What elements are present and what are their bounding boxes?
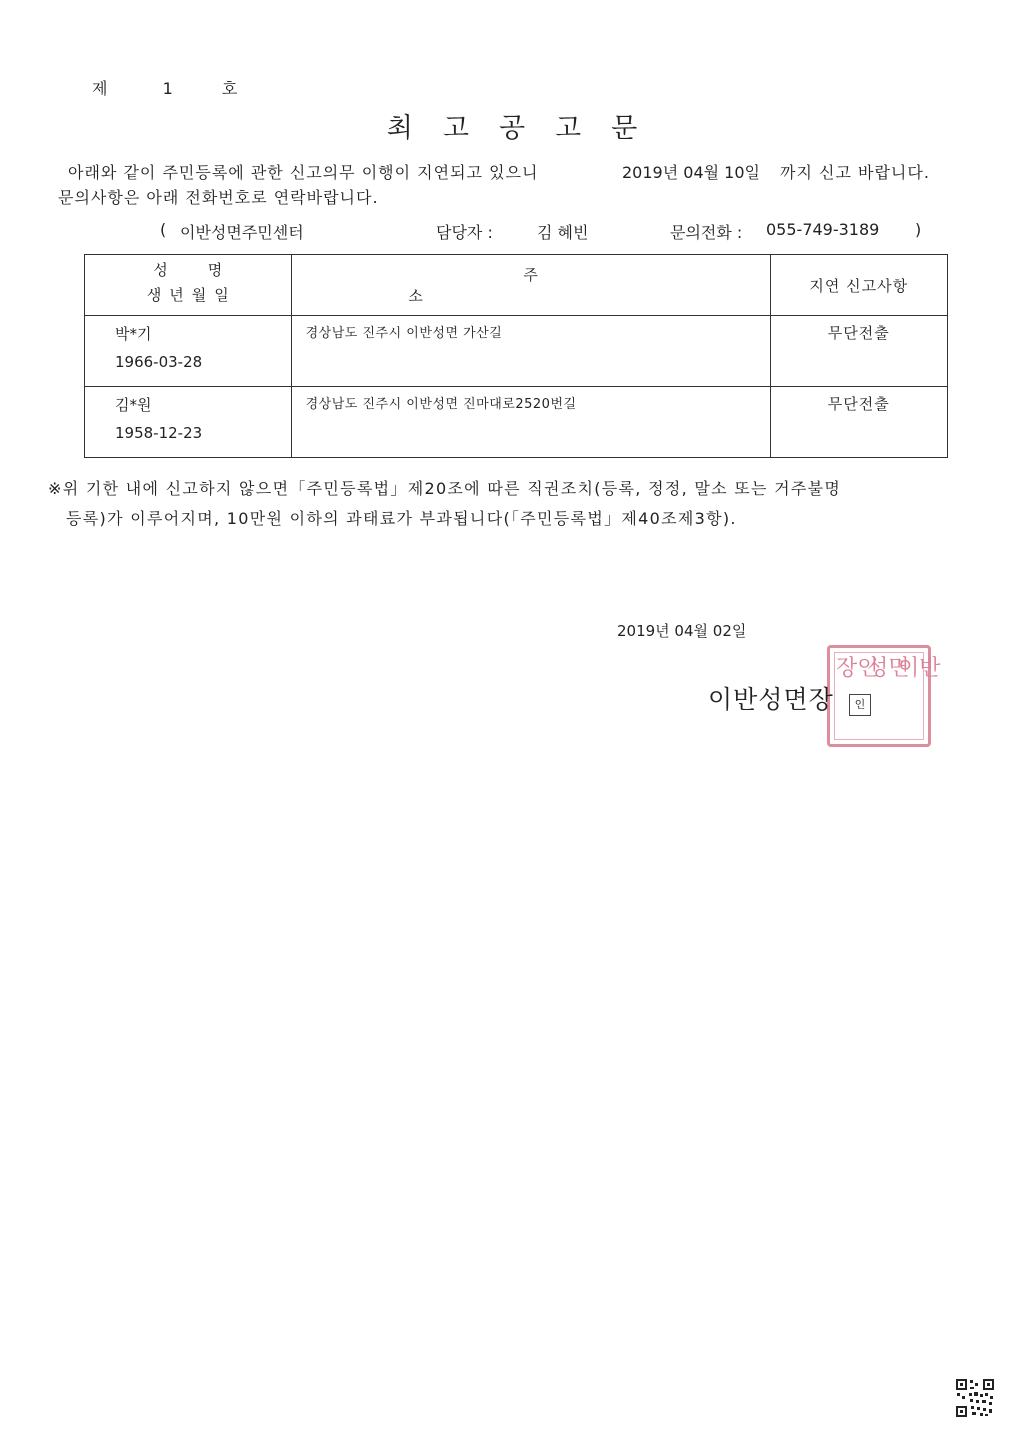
official-title: 이반성면장 [708,685,834,714]
contact-manager: 김 혜빈 [537,223,589,242]
contact-close-paren: ) [915,220,922,239]
intro-line-1: 아래와 같이 주민등록에 관한 신고의무 이행이 지연되고 있으니 [68,163,539,182]
legal-note-line-2: 등록)가 이루어지며, 10만원 이하의 과태료가 부과됩니다(「주민등록법」제40조제3항). [66,509,737,528]
seal-column-1: 이반 [898,656,941,681]
contact-manager-label: 담당자 : [436,223,493,242]
seal-column-3: 장인 [836,656,879,681]
seal-mark: 인 [849,694,871,716]
header-birth: 생년월일 [146,286,237,304]
deadline-suffix: 까지 신고 바랍니다. [780,163,930,182]
seal-column-2: 성면 [867,656,910,681]
person-name: 김*원 [115,396,152,414]
qr-code-icon [955,1378,995,1418]
page-title: 최고공고문 [386,113,668,144]
table-row [85,387,948,458]
person-address: 경상남도 진주시 이반성면 진마대로2520번길 [291,387,770,458]
official-seal-icon [827,645,941,747]
person-late-report: 무단전출 [770,387,947,458]
table-header-row [85,255,948,316]
header-late-report: 지연 신고사항 [770,255,947,316]
overdue-report-table [84,254,948,458]
contact-phone: 055-749-3189 [766,220,880,239]
header-name-birth [85,255,292,316]
intro-line-2: 문의사항은 아래 전화번호로 연락바랍니다. [58,188,379,207]
deadline-date: 2019년 04월 10일 [622,163,760,182]
header-address: 주소 [291,255,770,316]
legal-note-line-1: ※위 기한 내에 신고하지 않으면「주민등록법」제20조에 따른 직권조치(등록, 정정, 말소 또는 거주불명 [48,479,842,498]
contact-open-paren: ( [160,220,167,239]
issue-prefix: 제 [92,79,108,98]
issue-suffix: 호 [221,79,238,98]
table-row [85,316,948,387]
person-cell [85,316,292,387]
person-cell [85,387,292,458]
issued-date: 2019년 04월 02일 [617,622,747,640]
person-late-report: 무단전출 [770,316,947,387]
person-name: 박*기 [115,325,152,343]
issue-number-value: 1 [162,79,173,98]
contact-office: 이반성면주민센터 [180,223,304,242]
contact-phone-label: 문의전화 : [670,223,743,242]
header-name: 성명 [153,261,263,279]
person-birth: 1966-03-28 [115,353,203,371]
issue-number [92,76,237,99]
person-address: 경상남도 진주시 이반성면 가산길 [291,316,770,387]
person-birth: 1958-12-23 [115,424,203,442]
